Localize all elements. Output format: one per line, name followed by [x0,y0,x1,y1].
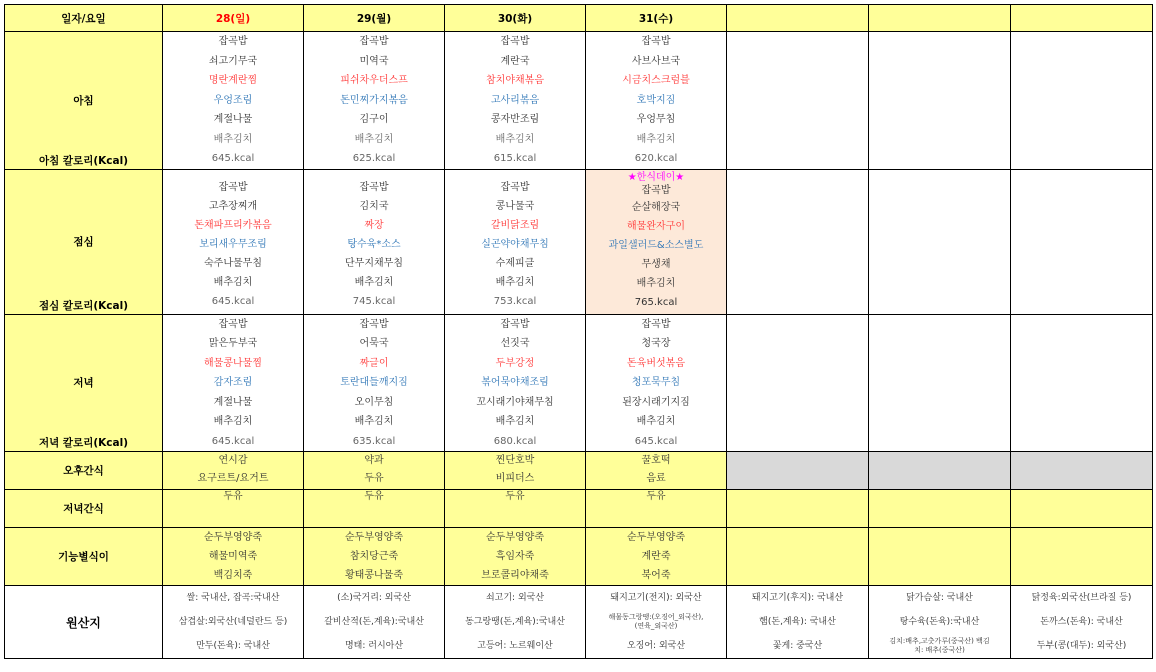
menu-item: 쇠고기무국 [208,55,258,67]
menu-item: 콩자반조림 [490,114,540,125]
calorie-value: 620.kcal [634,153,678,164]
origin-item: 쌀: 국내산, 잡곡:국내산 [186,593,280,603]
origin-item: 돈까스(돈육): 국내산 [1040,617,1123,627]
day-header-2: 29(월) [304,5,445,32]
calorie-value: 615.kcal [493,153,537,164]
porridge-item: 순두부영양죽 [486,532,544,543]
functional-day-4 [586,528,727,586]
menu-item: 잡곡밥 [641,36,671,47]
empty-cell [727,452,869,490]
lunch-day-4 [586,169,727,314]
functional-row [5,528,1153,586]
snack-item: 두유 [646,491,666,502]
menu-item: 김구이 [359,114,389,125]
meal-plan-table [4,4,1153,659]
calorie-value: 645.kcal [211,435,255,447]
menu-item: 잡곡밥 [218,36,248,47]
menu-item: 돈채파프리카볶음 [194,220,272,231]
empty-cell [869,452,1011,490]
empty-cell [869,169,1011,314]
lunch-day-3 [445,169,586,314]
origin-item: 해물동그랑땡:(오징어_외국산),(연육_외국산) [608,613,704,630]
menu-item: 호박지짐 [636,94,676,106]
porridge-item: 황태콩나물죽 [345,570,403,581]
menu-item: 계절나물 [213,114,253,125]
dinner-day-3 [445,314,586,452]
empty-cell [869,32,1011,170]
menu-item: 고사리볶음 [490,94,540,106]
porridge-item: 흑임자죽 [495,551,535,562]
origin-label: 원산지 [5,586,163,659]
snack-item: 두유 [364,473,384,484]
menu-item: 잡곡밥 [500,36,530,47]
menu-item: 배추김치 [354,133,394,145]
calorie-value: 765.kcal [634,296,678,308]
menu-item: 짜글이 [359,357,389,369]
eve-snack-row [5,490,1153,528]
breakfast-cal-label: 아침 칼로리(Kcal) [38,154,128,167]
lunch-row [5,169,1153,314]
day-header-7 [1011,5,1153,32]
calorie-value: 680.kcal [493,435,537,447]
menu-item: 순살해장국 [631,201,681,213]
menu-item: 어묵국 [359,338,389,349]
empty-cell [1011,314,1153,452]
empty-cell [869,528,1011,586]
pm-snack-row [5,452,1153,490]
menu-item: 과일샐러드&소스별도 [608,239,704,251]
pm-snack-label: 오후간식 [5,452,163,490]
origin-item: 고등어: 노르웨이산 [477,641,553,651]
menu-item: 참치야채볶음 [486,75,544,86]
origin-item: 닭가슴살: 국내산 [906,593,973,603]
snack-item: 연시감 [218,455,248,466]
menu-item: 해물콩나물찜 [204,357,262,369]
calorie-value: 645.kcal [211,153,255,164]
empty-cell [1011,490,1153,528]
lunch-label-cell [5,169,163,314]
snack-item: 약과 [364,455,384,466]
menu-item: 잡곡밥 [359,318,389,330]
menu-item: 명란계란찜 [208,75,258,86]
menu-item: 잡곡밥 [359,181,389,193]
menu-item: 청포묵무침 [631,377,681,388]
origin-item: 돼지고기(후지): 국내산 [751,593,844,603]
dinner-label: 저녁 [73,377,94,390]
menu-item: 맑은두부국 [208,338,258,349]
menu-item: 청국장 [641,338,671,349]
origin-col-3 [445,586,586,659]
origin-item: 탕수육(돈육):국내산 [899,617,980,627]
origin-row [5,586,1153,659]
menu-item: 피쉬차우더스프 [340,75,408,86]
snack-item: 꿀호떡 [641,455,671,466]
menu-item: 수제피클 [495,258,535,269]
porridge-item: 백김치죽 [213,570,253,581]
functional-label: 기능별식이 [5,528,163,586]
dinner-day-4 [586,314,727,452]
header-label: 일자/요일 [5,5,163,32]
menu-item: 갈비닭조림 [490,220,540,231]
origin-item: 명태: 러시아산 [344,641,404,651]
menu-item: 미역국 [359,55,389,67]
korean-day-text: ★한식데이★ [627,171,685,183]
empty-cell [727,528,869,586]
origin-item: 돼지고기(전지): 외국산 [610,593,702,603]
menu-item: 배추김치 [495,133,535,145]
menu-item: 된장시래기지짐 [622,396,690,408]
snack-item: 두유 [505,491,525,502]
origin-item: 쇠고기: 외국산 [485,593,545,603]
empty-cell [1011,452,1153,490]
porridge-item: 순두부영양죽 [345,532,403,543]
menu-item: 돈육버섯볶음 [627,357,685,369]
menu-item: 잡곡밥 [218,318,248,330]
day-header-6 [869,5,1011,32]
calorie-value: 645.kcal [211,296,255,307]
menu-item: 배추김치 [213,277,253,288]
menu-item: 두부강정 [495,357,535,369]
breakfast-day-1 [163,32,304,170]
dinner-day-1 [163,314,304,452]
calorie-value: 645.kcal [634,435,678,447]
day-header-5 [727,5,869,32]
menu-item: 배추김치 [354,277,394,288]
porridge-item: 참치당근죽 [349,551,399,562]
breakfast-label: 아침 [73,94,94,107]
menu-item: 계란국 [500,55,530,67]
menu-item: 잡곡밥 [641,318,671,330]
snack-item: 찐단호박 [495,455,535,466]
menu-item: 콩나물국 [495,201,535,212]
breakfast-day-3 [445,32,586,170]
menu-item: 김치국 [359,201,389,212]
empty-cell [727,490,869,528]
porridge-item: 순두부영양죽 [627,532,685,543]
origin-item: 만두(돈육): 국내산 [196,641,270,651]
calorie-value: 753.kcal [493,296,537,307]
menu-item: 잡곡밥 [641,184,671,196]
porridge-item: 브로콜리야채죽 [481,570,549,581]
calorie-value: 625.kcal [352,153,396,164]
menu-item: 배추김치 [636,416,676,427]
menu-item: 볶어묵야채조림 [481,377,549,388]
origin-col-6 [869,586,1011,659]
origin-col-4 [586,586,727,659]
menu-item: 탕수육*소스 [347,239,401,250]
menu-item: 잡곡밥 [500,318,530,330]
empty-cell [1011,528,1153,586]
snack-item: 두유 [223,491,243,502]
eve-snack-day-3 [445,490,586,528]
menu-item: 시금치스크럼블 [622,75,690,86]
empty-cell [727,169,869,314]
menu-item: 잡곡밥 [218,181,248,193]
calorie-value: 745.kcal [352,296,396,307]
snack-item: 비피더스 [495,473,535,484]
menu-item: 꼬시래기야채무침 [476,396,554,408]
menu-item: 짜장 [364,220,384,231]
menu-item: 보리새우무조림 [199,239,267,250]
empty-cell [869,490,1011,528]
empty-cell [1011,169,1153,314]
dinner-label-cell [5,314,163,452]
pm-snack-day-2 [304,452,445,490]
lunch-day-2 [304,169,445,314]
origin-item: 오징어: 외국산 [626,641,686,651]
origin-col-2 [304,586,445,659]
menu-item: 배추김치 [213,416,253,427]
menu-item: 우엉조림 [213,94,253,106]
menu-item: 사브사브국 [631,55,681,67]
origin-item: (소)국거리: 외국산 [337,593,411,603]
dinner-row [5,314,1153,452]
empty-cell [1011,32,1153,170]
menu-item: 숙주나물무침 [204,258,262,269]
menu-item: 계절나물 [213,396,253,408]
menu-item: 잡곡밥 [359,36,389,47]
menu-item: 오이무침 [354,396,394,408]
porridge-item: 북어죽 [641,570,671,581]
menu-item: 고추장찌개 [208,201,258,212]
origin-item: 두부(콩(대두): 외국산) [1036,641,1127,651]
empty-cell [869,314,1011,452]
eve-snack-day-4 [586,490,727,528]
menu-item: 단무지채무침 [345,258,403,269]
empty-cell [727,32,869,170]
lunch-label: 점심 [73,236,94,248]
origin-item: 김치:배추,고춧가루(중국산) 백김치: 배추(중국산) [889,637,990,654]
menu-item: 무생채 [641,258,671,270]
menu-item: 감자조림 [213,377,253,388]
header-row [5,5,1153,32]
pm-snack-day-4 [586,452,727,490]
menu-item: 우엉무침 [636,114,676,125]
porridge-item: 계란죽 [641,551,671,562]
breakfast-label-cell [5,32,163,170]
day-header-4: 31(수) [586,5,727,32]
menu-item: 선짓국 [500,338,530,349]
day-header-3: 30(화) [445,5,586,32]
menu-item: 돈민찌가지볶음 [340,94,408,106]
breakfast-row [5,32,1153,170]
breakfast-day-4 [586,32,727,170]
menu-item: 배추김치 [636,133,676,145]
menu-item: 배추김치 [495,277,535,288]
origin-item: 햄(돈,계육): 국내산 [759,617,836,627]
origin-col-5 [727,586,869,659]
origin-col-7 [1011,586,1153,659]
menu-item: 해물완자구이 [627,220,685,232]
functional-day-1 [163,528,304,586]
dinner-cal-label: 저녁 칼로리(Kcal) [38,437,128,449]
functional-day-3 [445,528,586,586]
functional-day-2 [304,528,445,586]
porridge-item: 순두부영양죽 [204,532,262,543]
calorie-value: 635.kcal [352,435,396,447]
pm-snack-day-3 [445,452,586,490]
lunch-day-1 [163,169,304,314]
origin-item: 삼겹살:외국산(네덜란드 등) [178,617,288,627]
korean-day-badge [586,170,726,184]
breakfast-day-2 [304,32,445,170]
day-header-1: 28(일) [163,5,304,32]
eve-snack-day-1 [163,490,304,528]
origin-col-1 [163,586,304,659]
origin-item: 갈비산적(돈,계육):국내산 [324,617,424,627]
menu-item: 배추김치 [495,416,535,427]
menu-item: 실곤약야채무침 [481,239,549,250]
pm-snack-day-1 [163,452,304,490]
eve-snack-day-2 [304,490,445,528]
origin-item: 닭정육:외국산(브라질 등) [1031,593,1132,603]
snack-item: 음료 [646,473,666,484]
porridge-item: 해물미역죽 [208,551,258,562]
snack-item: 두유 [364,491,384,502]
origin-item: 동그랑땡(돈,계육):국내산 [465,617,565,627]
menu-item: 배추김치 [636,277,676,289]
snack-item: 요구르트/요거트 [197,473,269,484]
empty-cell [727,314,869,452]
menu-item: 배추김치 [354,416,394,427]
origin-item: 꽃게: 중국산 [772,641,823,651]
menu-item: 배추김치 [213,133,253,145]
menu-item: 토란대들깨지짐 [340,377,408,388]
dinner-day-2 [304,314,445,452]
eve-snack-label: 저녁간식 [5,490,163,528]
menu-item: 잡곡밥 [500,181,530,193]
lunch-cal-label: 점심 칼로리(Kcal) [38,299,128,312]
